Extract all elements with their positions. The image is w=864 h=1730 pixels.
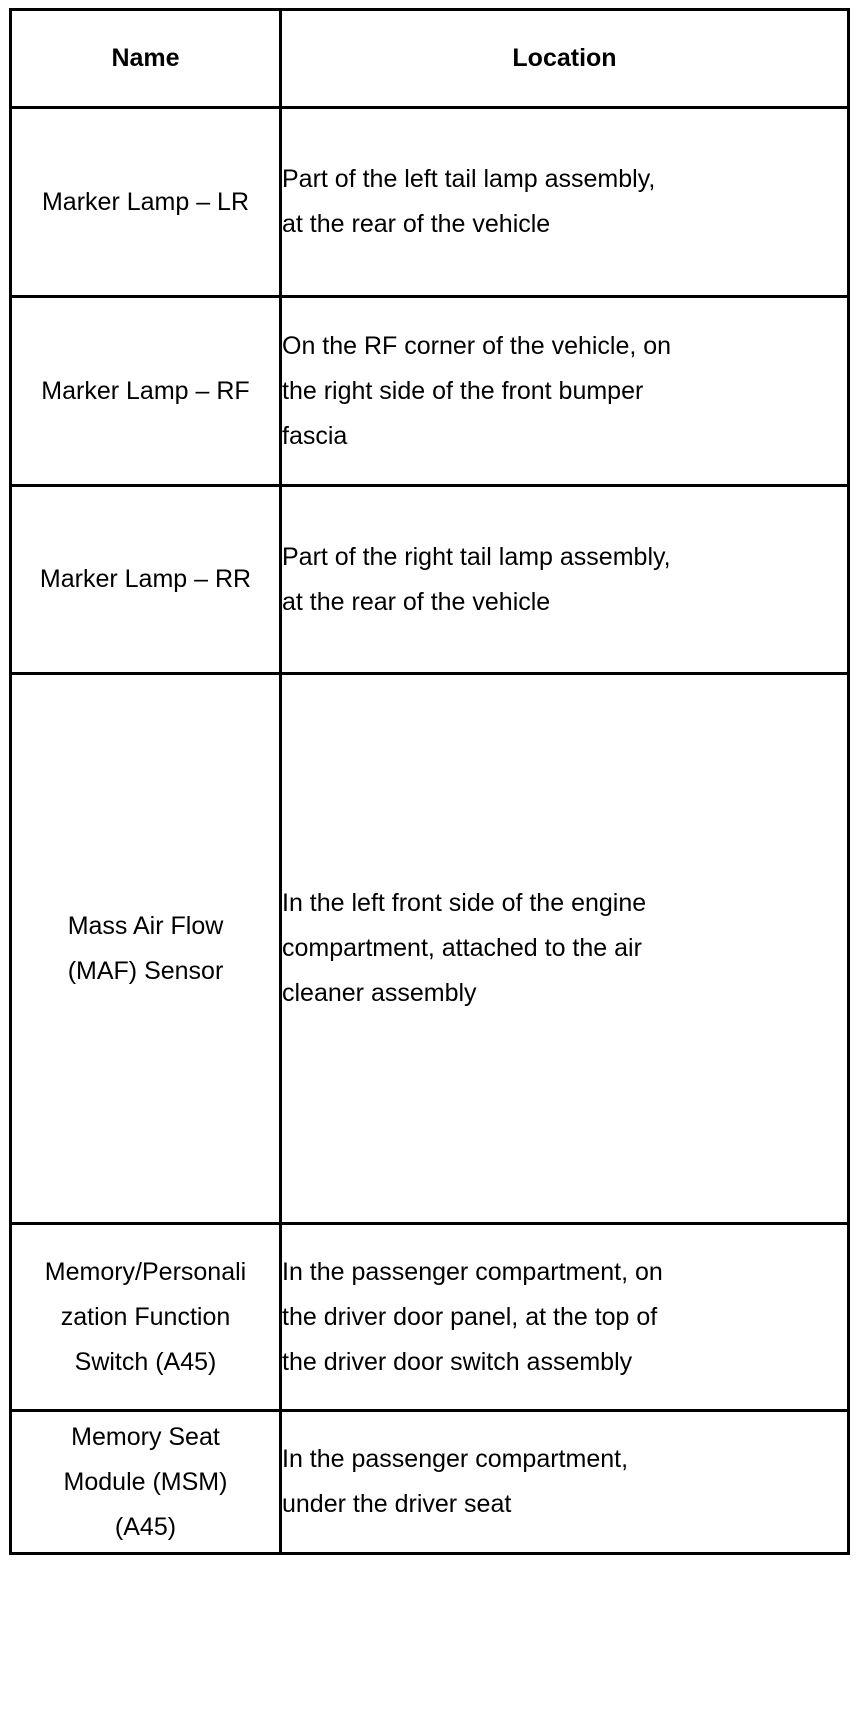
row-location-cell	[281, 108, 849, 297]
header-name: Name	[11, 10, 281, 108]
row-location-cell	[281, 1224, 849, 1411]
component-name: Memory/Personali zation Function Switch (A45)	[44, 1257, 247, 1376]
table-header-row	[11, 10, 849, 108]
component-name: Memory Seat Module (MSM) (A45)	[63, 1422, 228, 1541]
row-name-cell	[11, 486, 281, 674]
component-name: Marker Lamp – RF	[41, 376, 250, 405]
component-location: In the left front side of the engine compartment, attached to the air cleaner assembly	[282, 889, 647, 1007]
component-location: In the passenger compartment, on the driver door panel, at the top of the driver door switch assembly	[282, 1257, 663, 1376]
component-name: Marker Lamp – LR	[41, 187, 250, 216]
row-location-cell	[281, 1411, 849, 1554]
row-location-cell	[281, 486, 849, 674]
row-name-cell	[11, 1411, 281, 1554]
row-name-cell	[11, 108, 281, 297]
table-row	[11, 674, 849, 1224]
component-location: In the passenger compartment, under the driver seat	[282, 1445, 629, 1518]
row-name-cell	[11, 297, 281, 486]
component-name: Mass Air Flow (MAF) Sensor	[67, 911, 224, 985]
row-name-cell	[11, 674, 281, 1224]
row-location-cell	[281, 297, 849, 486]
table-row	[11, 108, 849, 297]
component-location: Part of the right tail lamp assembly, at the rear of the vehicle	[282, 542, 671, 616]
table-row	[11, 486, 849, 674]
table-row	[11, 1411, 849, 1554]
component-location-table	[9, 8, 850, 1555]
table-row	[11, 297, 849, 486]
component-name: Marker Lamp – RR	[39, 565, 252, 593]
table-row	[11, 1224, 849, 1411]
component-location: Part of the left tail lamp assembly, at the rear of the vehicle	[282, 165, 656, 238]
component-location: On the RF corner of the vehicle, on the right side of the front bumper fascia	[282, 331, 672, 450]
row-location-cell	[281, 674, 849, 1224]
row-name-cell	[11, 1224, 281, 1411]
header-location: Location	[281, 10, 849, 108]
